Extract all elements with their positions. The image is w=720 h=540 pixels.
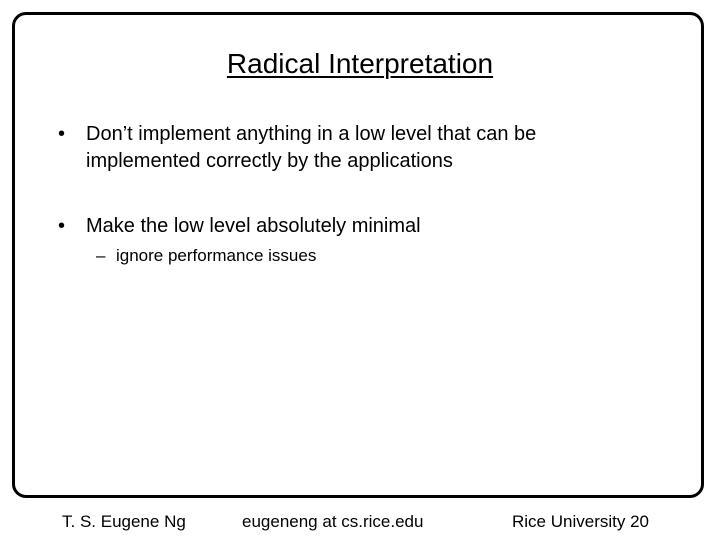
footer-email: eugeneng at cs.rice.edu	[242, 512, 424, 531]
bullet-text	[86, 213, 686, 240]
sub-bullet-marker: –	[96, 246, 106, 265]
bullet-marker: •	[58, 215, 66, 237]
bullet-text-line: Make the low level absolutely minimal	[86, 215, 421, 237]
slide-title-text: Radical Interpretation	[226, 48, 494, 79]
footer-institution-page: Rice University 20	[512, 512, 649, 531]
slide-title	[0, 44, 720, 84]
bullet-text	[86, 121, 686, 175]
bullet-marker: •	[58, 123, 66, 145]
bullet-text-line: implemented correctly by the applications	[86, 150, 453, 172]
footer-author: T. S. Eugene Ng	[62, 512, 186, 531]
sub-bullet-text: ignore performance issues	[116, 246, 317, 265]
bullet-text-line: Don’t implement anything in a low level that can be	[86, 123, 537, 145]
